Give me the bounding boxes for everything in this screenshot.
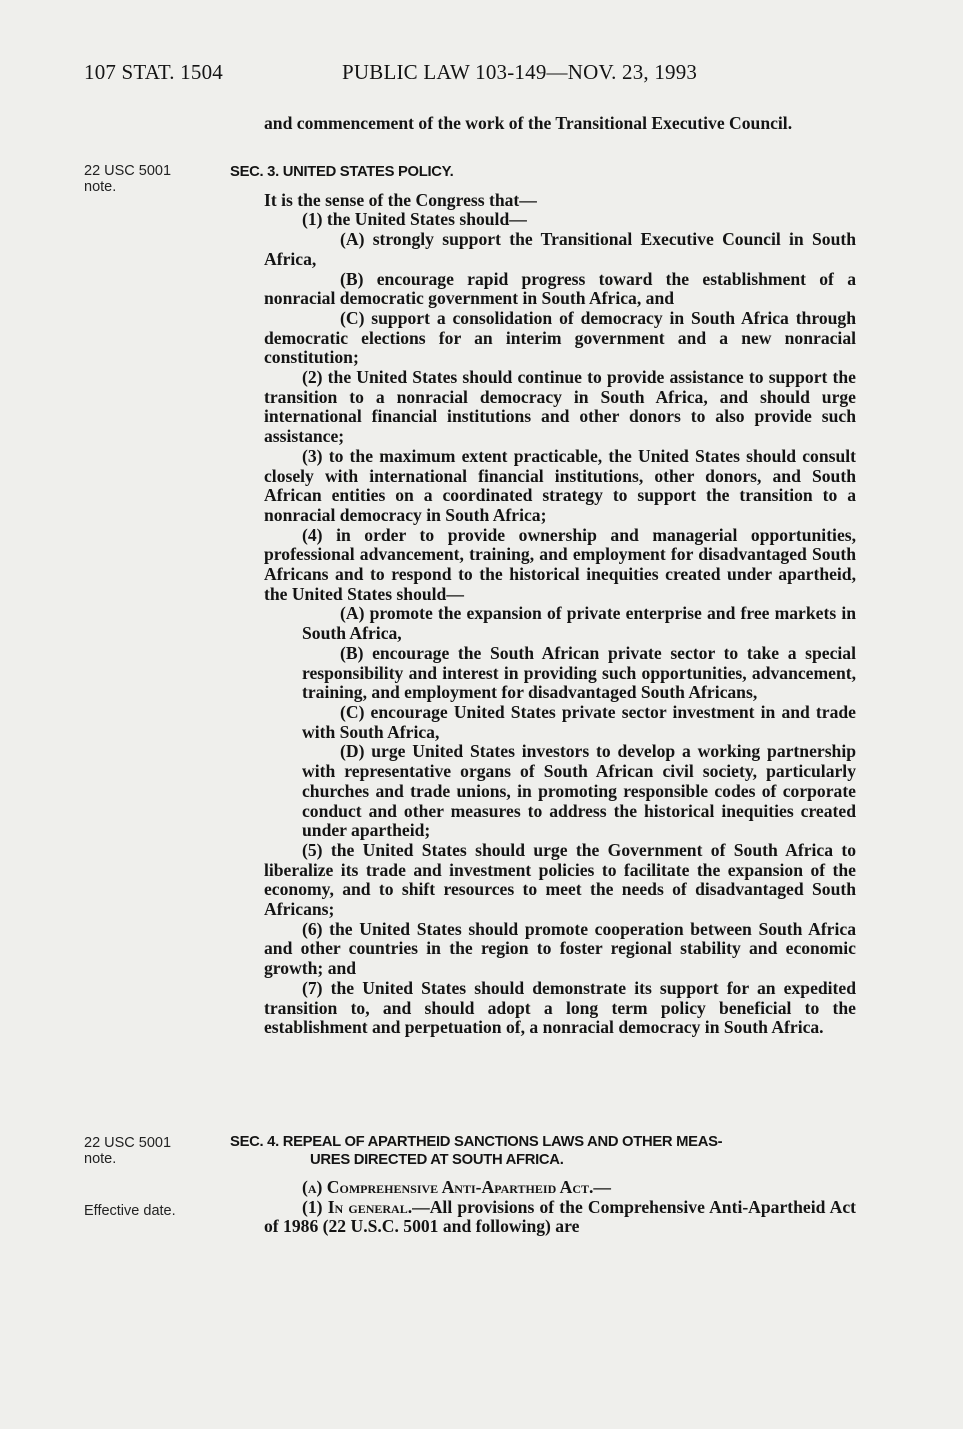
para-4c: (C) encourage United States private sector investment in and trade with South Africa, <box>302 701 856 742</box>
statute-citation: 107 STAT. 1504 <box>84 60 223 84</box>
para-5: (5) the United States should urge the Government of South Africa to liberalize its trade and investment policies to facilitate the expansion of the economy, and to shift resources to meet the needs of disadvantaged South Africans; <box>264 839 856 920</box>
continuation-text: and commencement of the work of the Transitional Executive Council. <box>264 113 793 133</box>
para-6: (6) the United States should promote cooperation between South Africa and other countries in the region to foster regional stability and economic growth; and <box>264 918 856 979</box>
para-1a: (A) strongly support the Transitional Executive Council in South Africa, <box>264 229 856 269</box>
page-header <box>84 60 744 90</box>
section-3 <box>230 163 856 1038</box>
para-2: (2) the United States should continue to provide assistance to support the transition to a nonracial democracy in South Africa, and should urge international financial institutions and other donors to also provide such assistance; <box>264 367 856 447</box>
para-4: (4) in order to provide ownership and managerial opportunities, professional advancement, training, and employment for disadvantaged South Africans and to respond to the historical inequities created under apartheid, the United States should— <box>264 524 856 604</box>
para-4a: (A) promote the expansion of private enterprise and free markets in South Africa, <box>302 603 856 644</box>
sec3-heading: SEC. 3. UNITED STATES POLICY. <box>230 164 454 180</box>
para-7: (7) the United States should demonstrate its support for an expedited transition to, and should adopt a long term policy beneficial to the establishment and perpetuation of, a nonracial democracy in South Africa. <box>264 977 856 1038</box>
para-1c: (C) support a consolidation of democracy in South Africa through democratic elections for an interim government and a new nonracial constitution; <box>264 307 856 368</box>
margin-note-effective-date: Effective date. <box>84 1203 176 1219</box>
sec4-heading: SEC. 4. REPEAL OF APARTHEID SANCTIONS LAWS AND OTHER MEAS- URES DIRECTED AT SOUTH AFRICA. <box>230 1134 723 1168</box>
para-1b: (B) encourage rapid progress toward the establishment of a nonracial democratic government in South Africa, and <box>264 268 856 309</box>
para-4d: (D) urge United States investors to develop a working partnership with representative organs of South African civil society, particularly churches and trade unions, in promoting responsible codes of corporate conduct and other measures to address the historical inequities created under apartheid; <box>302 741 856 841</box>
para-3: (3) to the maximum extent practicable, the United States should consult closely with international financial institutions, other donors, and South African entities on a coordinated strategy to support the transition to a nonracial democracy in South Africa; <box>264 445 856 525</box>
sec3-intro: It is the sense of the Congress that— <box>264 189 537 210</box>
margin-note-usc-2: 22 USC 5001 note. <box>84 1135 172 1167</box>
margin-note-usc-1: 22 USC 5001 note. <box>84 163 172 195</box>
section-4-body <box>264 1178 856 1237</box>
para-1: (1) the United States should— <box>302 209 527 230</box>
public-law-title: PUBLIC LAW 103-149—NOV. 23, 1993 <box>342 60 698 84</box>
subsection-a-1: (1) In general.—All provisions of the Comprehensive Anti-Apartheid Act of 1986 (22 U.S.C. 5001 and following) are <box>264 1196 856 1237</box>
subsection-a: (a) Comprehensive Anti-Apartheid Act.— <box>302 1177 612 1197</box>
para-4b: (B) encourage the South African private sector to take a special responsibility and interest in providing such opportunities, advancement, training, and employment for disadvantaged South Africans, <box>302 642 856 703</box>
